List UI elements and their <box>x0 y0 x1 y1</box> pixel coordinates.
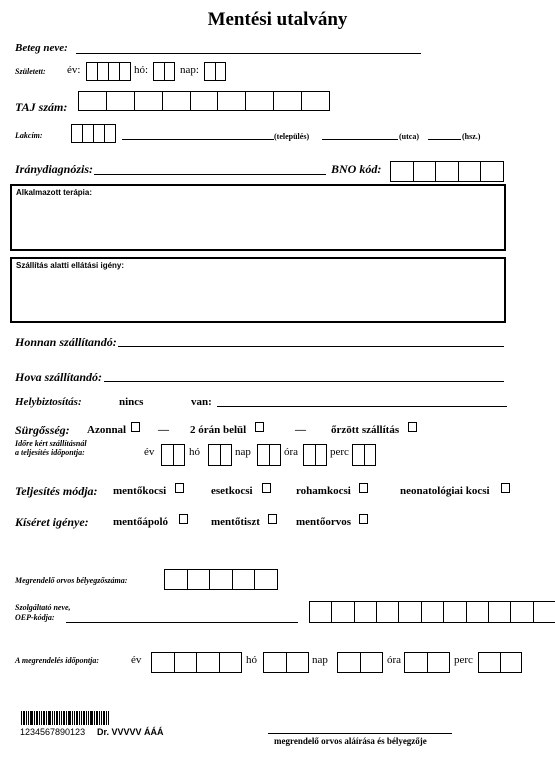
mode-label: Teljesítés módja: <box>15 484 98 498</box>
order-month-cells[interactable] <box>263 652 309 673</box>
order-time-label: A megrendelés időpontja: <box>15 656 99 665</box>
timed-hour-cells[interactable] <box>303 444 327 466</box>
timed-day-label: nap <box>235 446 251 458</box>
diagnosis-label: Iránydiagnózis: <box>15 162 94 176</box>
escort-checkbox-2[interactable] <box>359 514 368 524</box>
from-label: Honnan szállítandó: <box>15 335 117 349</box>
escort-checkbox-0[interactable] <box>179 514 188 524</box>
mode-checkbox-2[interactable] <box>359 483 368 493</box>
born-day-label: nap: <box>180 64 199 76</box>
provider-code-cells[interactable] <box>309 601 555 623</box>
timed-month-cells[interactable] <box>208 444 232 466</box>
timed-year-cells[interactable] <box>161 444 185 466</box>
stamp-label: Megrendelő orvos bélyegzőszáma: <box>15 576 128 585</box>
mode-option-0: mentőkocsi <box>113 485 167 497</box>
mode-checkbox-1[interactable] <box>262 483 271 493</box>
stamp-cells[interactable] <box>164 569 278 590</box>
therapy-label: Alkalmazott terápia: <box>16 188 93 197</box>
mode-option-3: neonatológiai kocsi <box>400 485 490 497</box>
escort-option-0: mentőápoló <box>113 516 168 528</box>
barcode-number: 1234567890123 <box>20 727 86 737</box>
order-minute-cells[interactable] <box>478 652 522 673</box>
patient-name-field[interactable] <box>76 53 421 54</box>
settlement-field[interactable] <box>122 139 274 140</box>
patient-name-label: Beteg neve: <box>15 42 68 54</box>
timed-minute-cells[interactable] <box>352 444 376 466</box>
settlement-label: (település) <box>274 132 310 141</box>
bno-label: BNO kód: <box>331 162 382 176</box>
transport-care-box[interactable] <box>10 257 506 323</box>
urgency-immediate-label: Azonnal <box>87 424 127 436</box>
urgency-dash2: — <box>295 424 306 436</box>
urgency-2h-checkbox[interactable] <box>255 422 264 432</box>
born-label: Született: <box>15 67 46 76</box>
escort-label: Kíséret igénye: <box>15 515 89 529</box>
timed-hour-label: óra <box>284 446 299 458</box>
escort-option-2: mentőorvos <box>296 516 351 528</box>
timed-day-cells[interactable] <box>257 444 281 466</box>
bno-cells[interactable] <box>390 161 504 182</box>
urgency-guarded-checkbox[interactable] <box>408 422 417 432</box>
born-year-cells[interactable] <box>86 62 131 81</box>
born-month-cells[interactable] <box>153 62 175 81</box>
address-label: Lakcím: <box>15 131 43 140</box>
house-field[interactable] <box>428 139 461 140</box>
mode-checkbox-0[interactable] <box>175 483 184 493</box>
diagnosis-field[interactable] <box>94 174 326 175</box>
to-field[interactable] <box>104 381 504 382</box>
order-hour-label: óra <box>387 654 402 666</box>
order-month-label: hó <box>246 654 257 666</box>
urgency-guarded-label: őrzött szállítás <box>331 424 400 436</box>
born-month-label: hó: <box>134 64 149 76</box>
escort-checkbox-1[interactable] <box>268 514 277 524</box>
therapy-box[interactable] <box>10 184 506 251</box>
order-minute-label: perc <box>454 654 473 666</box>
timed-year-label: év <box>144 446 155 458</box>
barcode <box>21 711 127 725</box>
location-field[interactable] <box>217 406 507 407</box>
mode-option-2: rohamkocsi <box>296 485 351 497</box>
order-day-label: nap <box>312 654 328 666</box>
urgency-label: Sürgősség: <box>15 423 70 437</box>
mode-checkbox-3[interactable] <box>501 483 510 493</box>
mode-option-1: esetkocsi <box>211 485 253 497</box>
form-title: Mentési utalvány <box>207 9 348 30</box>
provider-label: Szolgáltató neve, OEP-kódja: <box>15 603 71 622</box>
location-yes: van: <box>191 396 212 408</box>
to-label: Hova szállítandó: <box>15 370 103 384</box>
transport-care-label: Szállítás alatti ellátási igény: <box>16 261 125 270</box>
doctor-name: Dr. VVVVV ÁÁÁ <box>97 727 164 737</box>
urgency-dash1: — <box>158 424 169 436</box>
signature-label: megrendelő orvos aláírása és bélyegzője <box>274 736 427 746</box>
taj-label: TAJ szám: <box>15 100 68 114</box>
timed-month-label: hó <box>189 446 200 458</box>
escort-option-1: mentőtiszt <box>211 516 260 528</box>
signature-line[interactable] <box>268 733 452 734</box>
urgency-immediate-checkbox[interactable] <box>131 422 140 432</box>
provider-field[interactable] <box>66 622 298 623</box>
order-day-cells[interactable] <box>337 652 383 673</box>
from-field[interactable] <box>118 346 504 347</box>
location-label: Helybiztosítás: <box>15 396 82 408</box>
street-label: (utca) <box>399 132 419 141</box>
born-day-cells[interactable] <box>204 62 226 81</box>
order-year-label: év <box>131 654 142 666</box>
urgency-2h-label: 2 órán belül <box>190 424 247 436</box>
taj-cells[interactable] <box>78 91 330 111</box>
location-none: nincs <box>119 396 144 408</box>
zip-cells[interactable] <box>71 124 116 143</box>
timed-minute-label: perc <box>330 446 349 458</box>
born-year-label: év: <box>67 64 81 76</box>
timed-label: Időre kért szállításnál a teljesítés időpontja: <box>15 439 87 457</box>
order-hour-cells[interactable] <box>404 652 450 673</box>
house-label: (hsz.) <box>462 132 481 141</box>
street-field[interactable] <box>322 139 398 140</box>
order-year-cells[interactable] <box>151 652 242 673</box>
